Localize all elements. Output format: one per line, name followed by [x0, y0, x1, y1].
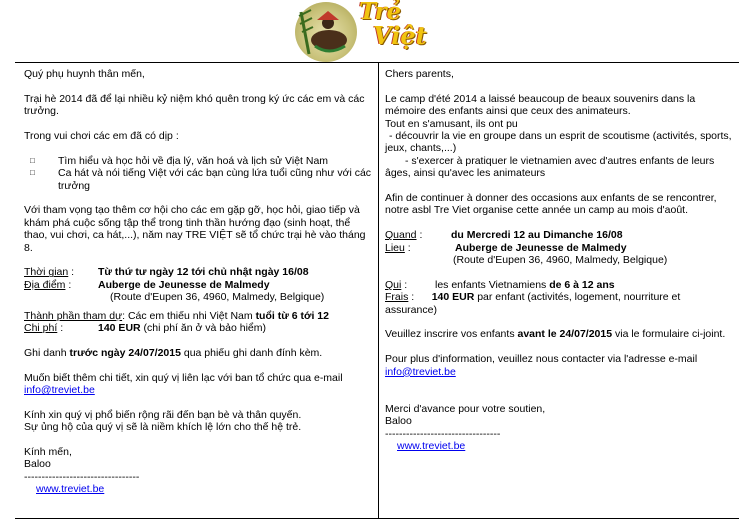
fr-where-value: Auberge de Jeunesse de Malmedy [455, 241, 627, 254]
tre-viet-logo [295, 2, 425, 62]
fr-who-label: Qui [385, 278, 402, 291]
vn-contact: Muốn biết thêm chi tiết, xin quý vị liên lạc với ban tổ chức qua e-mail [24, 371, 343, 384]
vn-cost-label: Chi phí [24, 322, 58, 335]
fr-register-pre: Veuillez inscrire vos enfants [385, 328, 518, 341]
fr-register-post: via le formulaire ci-joint. [612, 328, 726, 341]
vn-intro: Trại hè 2014 đã để lại nhiều kỷ niệm khó quên trong ký ức các em và các trưởng. [24, 92, 365, 118]
fr-who-row: Qui : les enfants Vietnamiens de 6 à 12 ans [385, 278, 615, 291]
vn-place-address: (Route d'Eupen 36, 4960, Malmedy, Belgique) [110, 291, 325, 304]
vn-cost-value: 140 EUR [98, 322, 141, 335]
fr-when-label: Quand [385, 229, 417, 242]
vn-register-post: qua phiếu ghi danh đính kèm. [180, 346, 323, 359]
column-divider [378, 62, 379, 518]
fr-fee-label: Frais [385, 291, 409, 304]
vn-bullet-1: □ Tìm hiểu và học hỏi về địa lý, văn hoá và lịch sử Việt Nam [24, 155, 376, 167]
vn-closing: Kính mến, [24, 446, 72, 459]
fr-where-label: Lieu [385, 241, 405, 254]
vn-time-row: Thời gian : Từ thứ tư ngày 12 tới chủ nhật ngày 16/08 [24, 266, 309, 279]
vn-register-pre: Ghi danh [24, 346, 70, 359]
fr-when-row: Quand : du Mercredi 12 au Dimanche 16/08 [385, 229, 623, 242]
fr-who-age: de 6 à 12 ans [549, 278, 615, 291]
vn-cost-row: Chi phí : 140 EUR (chi phí ăn ở và bảo hiểm) [24, 322, 266, 335]
vn-email-link[interactable]: info@treviet.be [24, 384, 95, 397]
fr-fee-note: par enfant (activités, logement, nourriture et assurance) [385, 291, 681, 316]
vn-participants-age: tuổi từ 6 tới 12 [255, 309, 329, 322]
fr-fee-row: Frais : 140 EUR par enfant (activités, logement, nourriture et assurance) [385, 291, 681, 316]
vn-participants-row [24, 310, 376, 322]
fr-signature: Baloo [385, 415, 412, 428]
vn-register-deadline: trước ngày 24/07/2015 [69, 346, 181, 359]
fr-item-2: - s'exercer à pratiquer le vietnamien avec d'autres enfants de leurs âges, ainsi qu'avec les animateurs [385, 154, 715, 180]
fr-where-row: Lieu : Auberge de Jeunesse de Malmedy [385, 241, 627, 254]
vn-website-link[interactable]: www.treviet.be [36, 483, 105, 496]
logo-text-tre: Trẻ [359, 0, 402, 25]
vn-place-row: Địa điểm : Auberge de Jeunesse de Malmedy [24, 278, 270, 291]
french-column [385, 68, 733, 452]
fr-purpose: Afin de continuer à donner des occasions aux enfants de se rencontrer, notre asbl Tre Viet organise cette année un camp au mois d'août. [385, 192, 717, 217]
vn-bullet-list [24, 155, 376, 192]
vn-time-label: Thời gian [24, 266, 69, 279]
vn-greeting: Quý phụ huynh thân mến, [24, 68, 145, 80]
vn-place-value: Auberge de Jeunesse de Malmedy [98, 278, 270, 291]
vietnamese-column [24, 68, 376, 496]
fr-where-address: (Route d'Eupen 36, 4960, Malmedy, Belgique) [453, 254, 668, 267]
logo-text-viet: Việt [373, 21, 427, 50]
fr-contact-text: Pour plus d'information, veuillez nous contacter via l'adresse e-mail [385, 353, 698, 366]
vn-share: Kính xin quý vị phổ biến rộng rãi đến bạn bè và thân quyến. [24, 408, 302, 421]
vn-time-value: Từ thứ tư ngày 12 tới chủ nhật ngày 16/08 [98, 266, 309, 279]
scout-figure-icon [295, 2, 357, 62]
vn-cost-note: (chi phí ăn ở và bảo hiểm) [143, 322, 266, 335]
vn-purpose: Với tham vọng tạo thêm cơ hội cho các em gặp gỡ, học hỏi, giao tiếp và khám phá cuộc sống tập thể trong tinh thần hướng đạo (sinh hoạt, thể thao, vui chơi, ca hát,...), năm nay TRE VIỆT sẽ tổ chức trại hè vào tháng 8. [24, 204, 366, 254]
fr-website-link[interactable]: www.treviet.be [397, 440, 466, 453]
fr-contact [385, 353, 733, 378]
fr-greeting: Chers parents, [385, 68, 454, 80]
fr-item-1: - découvrir la vie en groupe dans un esprit de scoutisme (activités, sports, jeux, chants,...) [385, 130, 732, 155]
fr-fee-value: 140 EUR [431, 291, 475, 304]
vn-signature: Baloo [24, 458, 51, 471]
vn-participants-value: : Các em thiếu nhi Việt Nam [122, 309, 256, 322]
vn-separator: --------------------------------- [24, 470, 140, 483]
fr-who-value: les enfants Vietnamiens [435, 278, 550, 291]
vn-register [24, 347, 376, 359]
fr-separator: --------------------------------- [385, 427, 501, 440]
fr-fun: Tout en s'amusant, ils ont pu [385, 117, 518, 130]
vn-place-label: Địa điểm [24, 278, 66, 291]
vn-support: Sự ủng hộ của quý vị sẽ là niềm khích lệ lớn cho thế hệ trẻ. [24, 421, 302, 434]
fr-intro: Le camp d'été 2014 a laissé beaucoup de beaux souvenirs dans la mémoire des enfants ainsi que ceux des animateurs. [385, 92, 696, 118]
fr-register [385, 328, 733, 340]
fr-email-link[interactable]: info@treviet.be [385, 365, 456, 378]
fr-thanks: Merci d'avance pour votre soutien, [385, 402, 546, 415]
fr-when-value: du Mercredi 12 au Dimanche 16/08 [451, 229, 623, 242]
fr-register-deadline: avant le 24/07/2015 [517, 328, 613, 341]
vn-lead: Trong vui chơi các em đã có dịp : [24, 130, 179, 142]
vn-bullet-2: □ Ca hát và nói tiếng Việt với các bạn cùng lứa tuổi cũng như với các trưởng [24, 167, 376, 192]
vn-participants-label: Thành phần tham dự [24, 309, 123, 322]
